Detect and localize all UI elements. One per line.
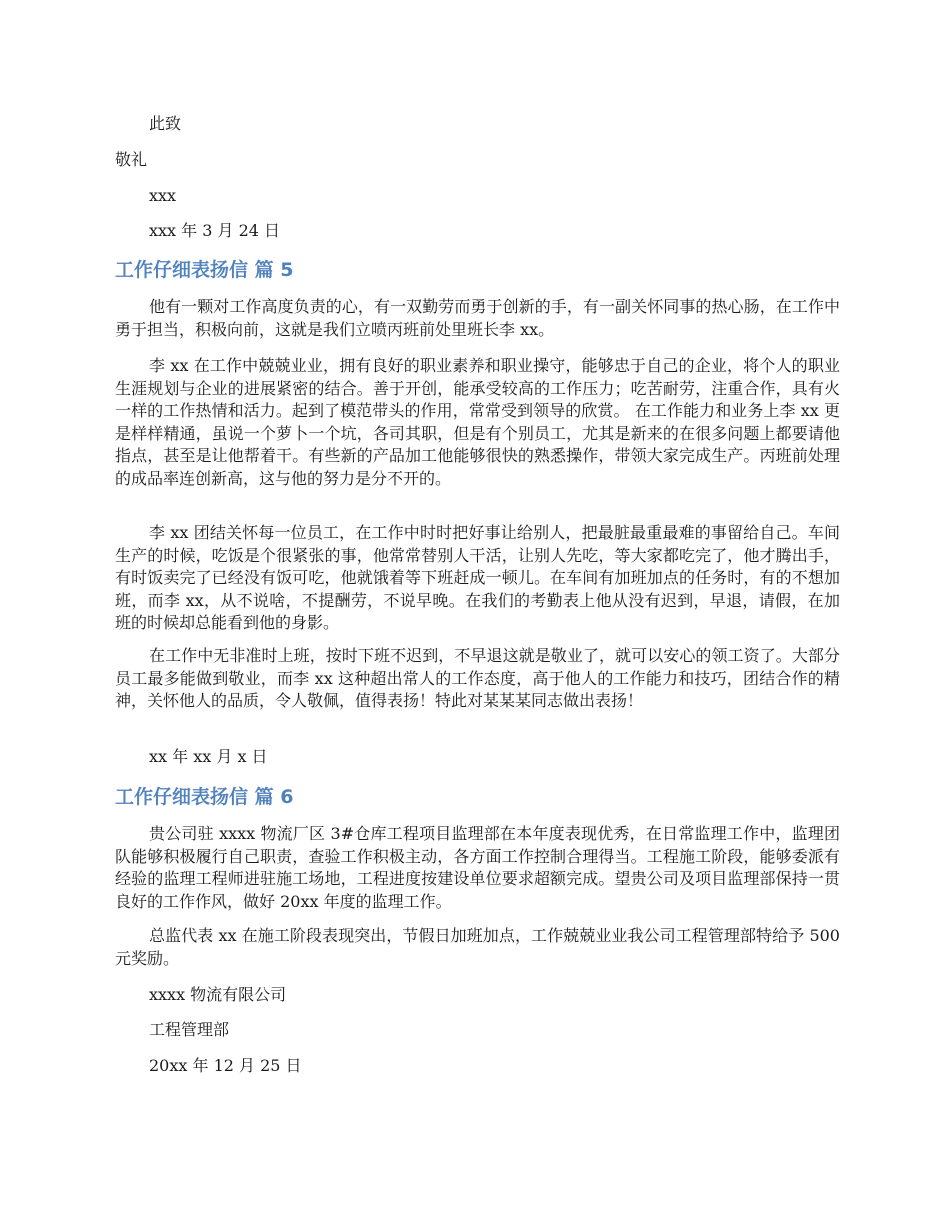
section5-paragraph-2: 李 xx 在工作中兢兢业业，拥有良好的职业素养和职业操守，能够忠于自己的企业，将个人的职业生涯规划与企业的进展紧密的结合。善于开创，能承受较高的工作压力；吃苦耐劳，注重合作，具有火一样的工作热情和活力。起到了模范带头的作用，常常受到领导的欣赏。 在工作能力和业务上李 xx 更是样样精通，虽说一个萝卜一个坑，各司其职，但是有个别员工，尤其是新来的在很多问题上都要请他指点，甚至是让他帮着干。有些新的产品加工他能够很快的熟悉操作，带领大家完成生产。丙班前处理的成品率连创新高，这与他的努力是分不开的。 (115, 356, 840, 488)
section6-title: 工作仔细表扬信 篇 6 (115, 786, 294, 808)
section5-paragraph-3: 李 xx 团结关怀每一位员工，在工作中时时把好事让给别人，把最脏最重最难的事留给自己。车间生产的时候，吃饭是个很紧张的事，他常常替别人干活，让别人先吃，等大家都吃完了，他才腾出手，有时饭卖完了已经没有饭可吃，他就饿着等下班赶成一顿儿。在车间有加班加点的任务时，有的不想加班，而李 xx，从不说啥，不提酬劳，不说早晚。在我们的考勤表上他从没有迟到，早退，请假，在加班的时候却总能看到他的身影。 (115, 523, 840, 633)
section6-paragraph-2: 总监代表 xx 在施工阶段表现突出，节假日加班加点，工作兢兢业业我公司工程管理部特给予 500 元奖励。 (115, 926, 840, 968)
section6-date: 20xx 年 12 月 25 日 (149, 1056, 302, 1075)
section5-date: xx 年 xx 月 x 日 (149, 747, 268, 766)
section5-paragraph-1: 他有一颗对工作高度负责的心，有一双勤劳而勇于创新的手，有一副关怀同事的热心肠，在工作中勇于担当，积极向前，这就是我们立喷丙班前处里班长李 xx。 (115, 297, 840, 339)
closing-salute: 敬礼 (115, 150, 148, 169)
section6-company: xxxx 物流有限公司 (149, 985, 287, 1004)
section5-paragraph-4: 在工作中无非准时上班，按时下班不迟到，不早退这就是敬业了，就可以安心的领工资了。大部分员工最多能做到敬业，而李 xx 这种超出常人的工作态度，高于他人的工作能力和技巧，团结合作的精神，关怀他人的品质，令人敬佩，值得表扬！特此对某某某同志做出表扬！ (115, 646, 840, 711)
closing-greeting: 此致 (149, 114, 182, 133)
section5-title: 工作仔细表扬信 篇 5 (115, 259, 294, 281)
section6-department: 工程管理部 (149, 1020, 230, 1039)
closing-date: xxx 年 3 月 24 日 (149, 221, 281, 240)
section6-paragraph-1: 贵公司驻 xxxx 物流厂区 3#仓库工程项目监理部在本年度表现优秀，在日常监理工作中，监理团队能够积极履行自己职责，查验工作积极主动，各方面工作控制合理得当。工程施工阶段，能够委派有经验的监理工程师进驻施工场地，工程进度按建设单位要求超额完成。望贵公司及项目监理部保持一贯良好的工作作风，做好 20xx 年度的监理工作。 (115, 824, 840, 911)
closing-signer: xxx (149, 186, 177, 205)
